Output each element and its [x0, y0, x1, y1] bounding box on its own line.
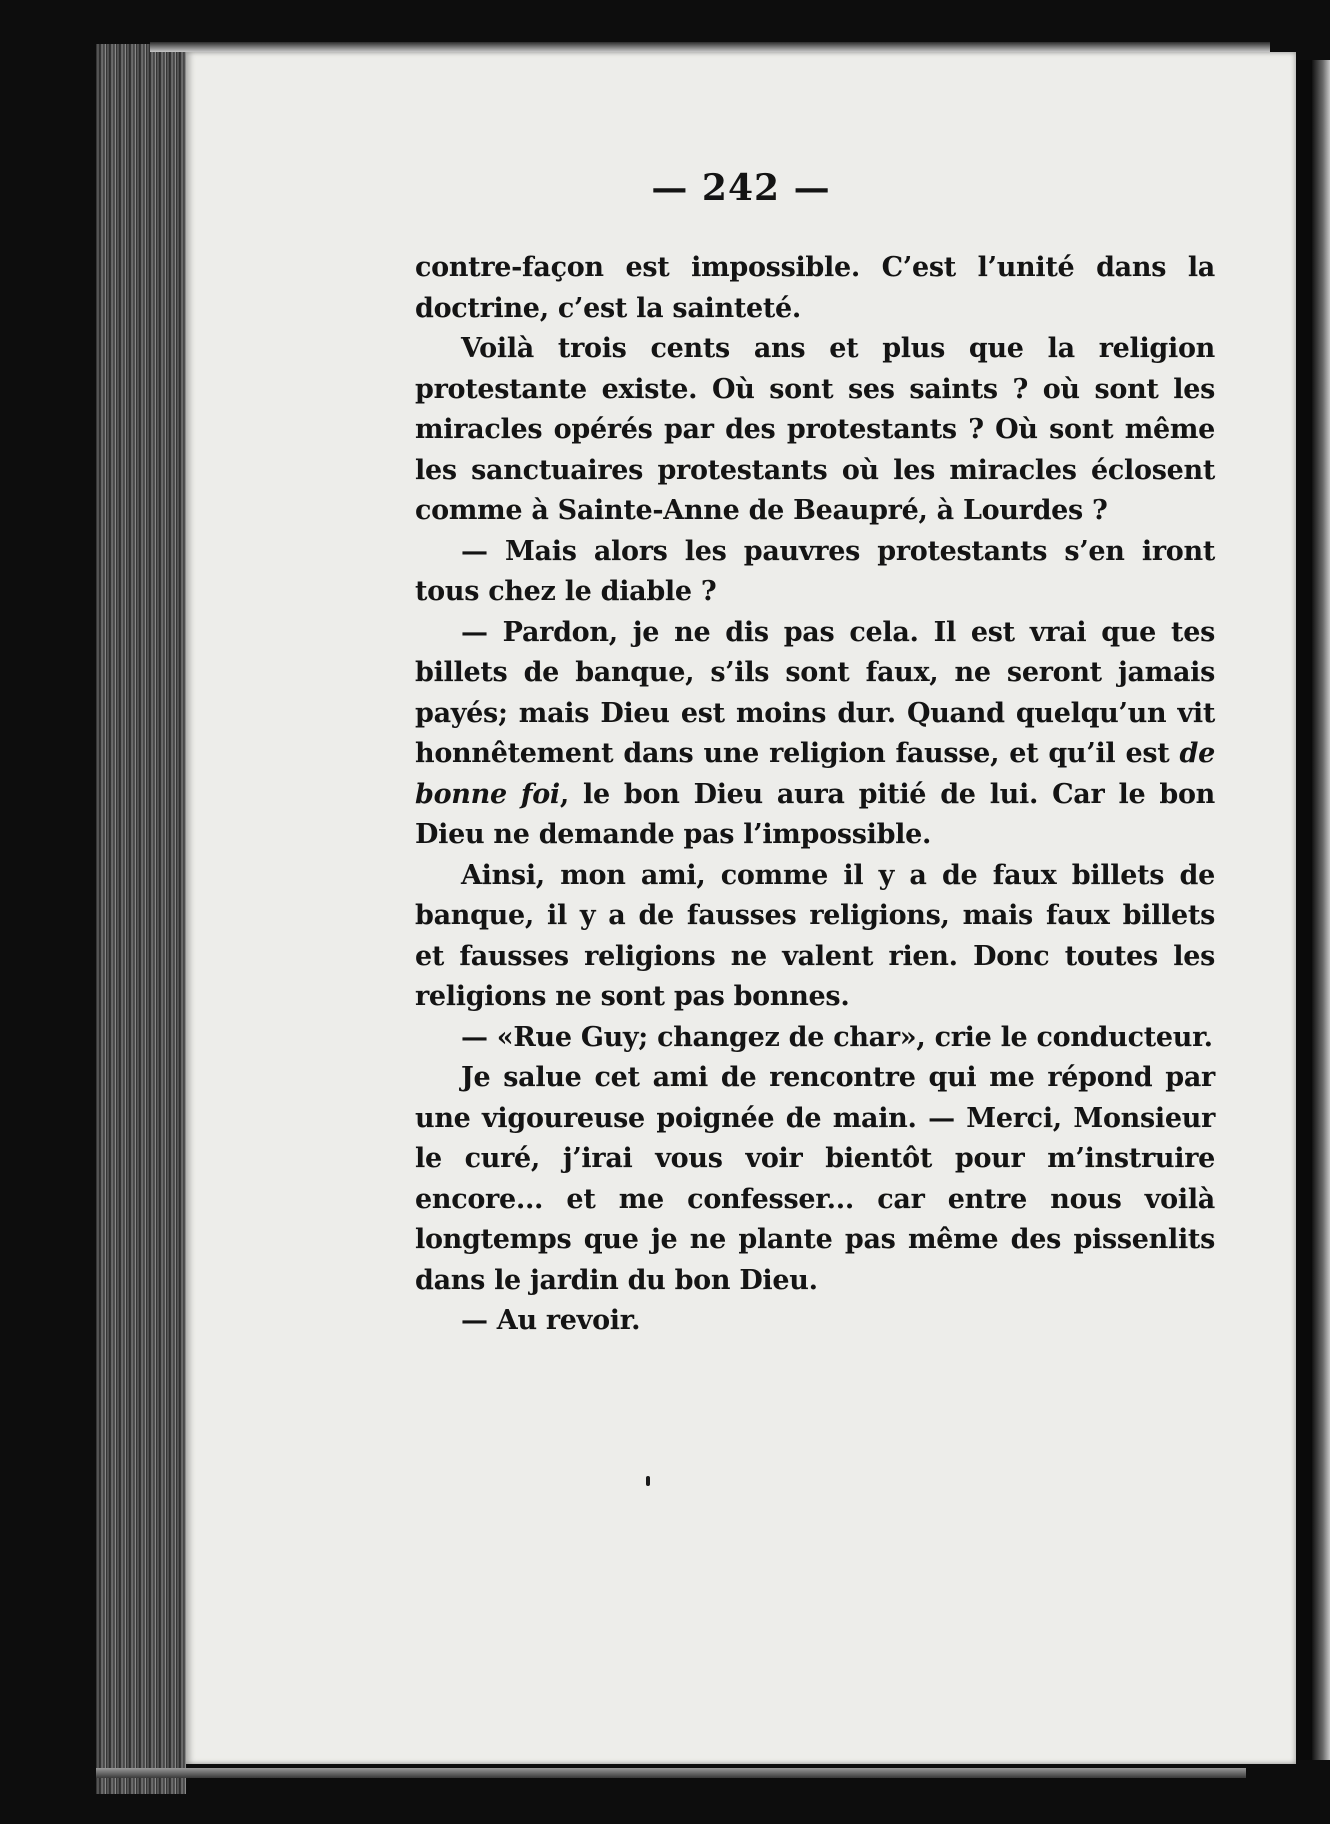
paragraph-7: Je salue cet ami de rencontre qui me répond par une vigoureuse poignée de main. — Merci, Monsieur le curé, j’irai vous voir bientôt pour m’instruire encore... et me confesser... car entre nous voilà longtemps que je ne plante pas même des pissenlits dans le jardin du bon Dieu.	[415, 1062, 1215, 1296]
page-edges-bottom	[96, 1768, 1246, 1778]
paragraph-4-after: , le bon Dieu aura pitié de lui. Car le bon Dieu ne demande pas l’impossible.	[415, 778, 1215, 850]
paragraph-4-before: — Pardon, je ne dis pas cela. Il est vrai que tes billets de banque, s’ils sont faux, ne seront jamais payés; mais Dieu est moins dur. Quand quelqu’un vit honnêtement dans une religion fausse, et qu’il est	[415, 616, 1215, 769]
body-text	[415, 248, 1215, 1342]
paragraph-4	[415, 613, 1215, 856]
ink-speck	[646, 1476, 650, 1486]
page-edges-left	[96, 44, 186, 1794]
paragraph-5: Ainsi, mon ami, comme il y a de faux billets de banque, il y a de fausses religions, mais faux billets et fausses religions ne valent rien. Donc toutes les religions ne sont pas bonnes.	[415, 859, 1215, 1012]
paragraph-1: contre-façon est impossible. C’est l’unité dans la doctrine, c’est la sainteté.	[415, 252, 1215, 324]
page-sheet	[186, 52, 1296, 1764]
paragraph-4-italic: de bonne foi	[415, 738, 1215, 810]
paragraph-6: — «Rue Guy; changez de char», crie le conducteur.	[461, 1021, 1213, 1053]
paragraph-8: — Au revoir.	[461, 1305, 641, 1336]
page-number: — 242 —	[651, 167, 831, 209]
paragraph-2: Voilà trois cents ans et plus que la religion protestante existe. Où sont ses saints ? où sont les miracles opérés par des protestants ? Où sont même les sanctuaires protestants où les miracles éclosent comme à Sainte-Anne de Beaupré, à Lourdes ?	[415, 333, 1215, 526]
paragraph-3: — Mais alors les pauvres protestants s’en iront tous chez le diable ?	[415, 535, 1215, 607]
page-edges-top	[150, 42, 1270, 52]
facing-page-edge	[1312, 60, 1330, 1760]
